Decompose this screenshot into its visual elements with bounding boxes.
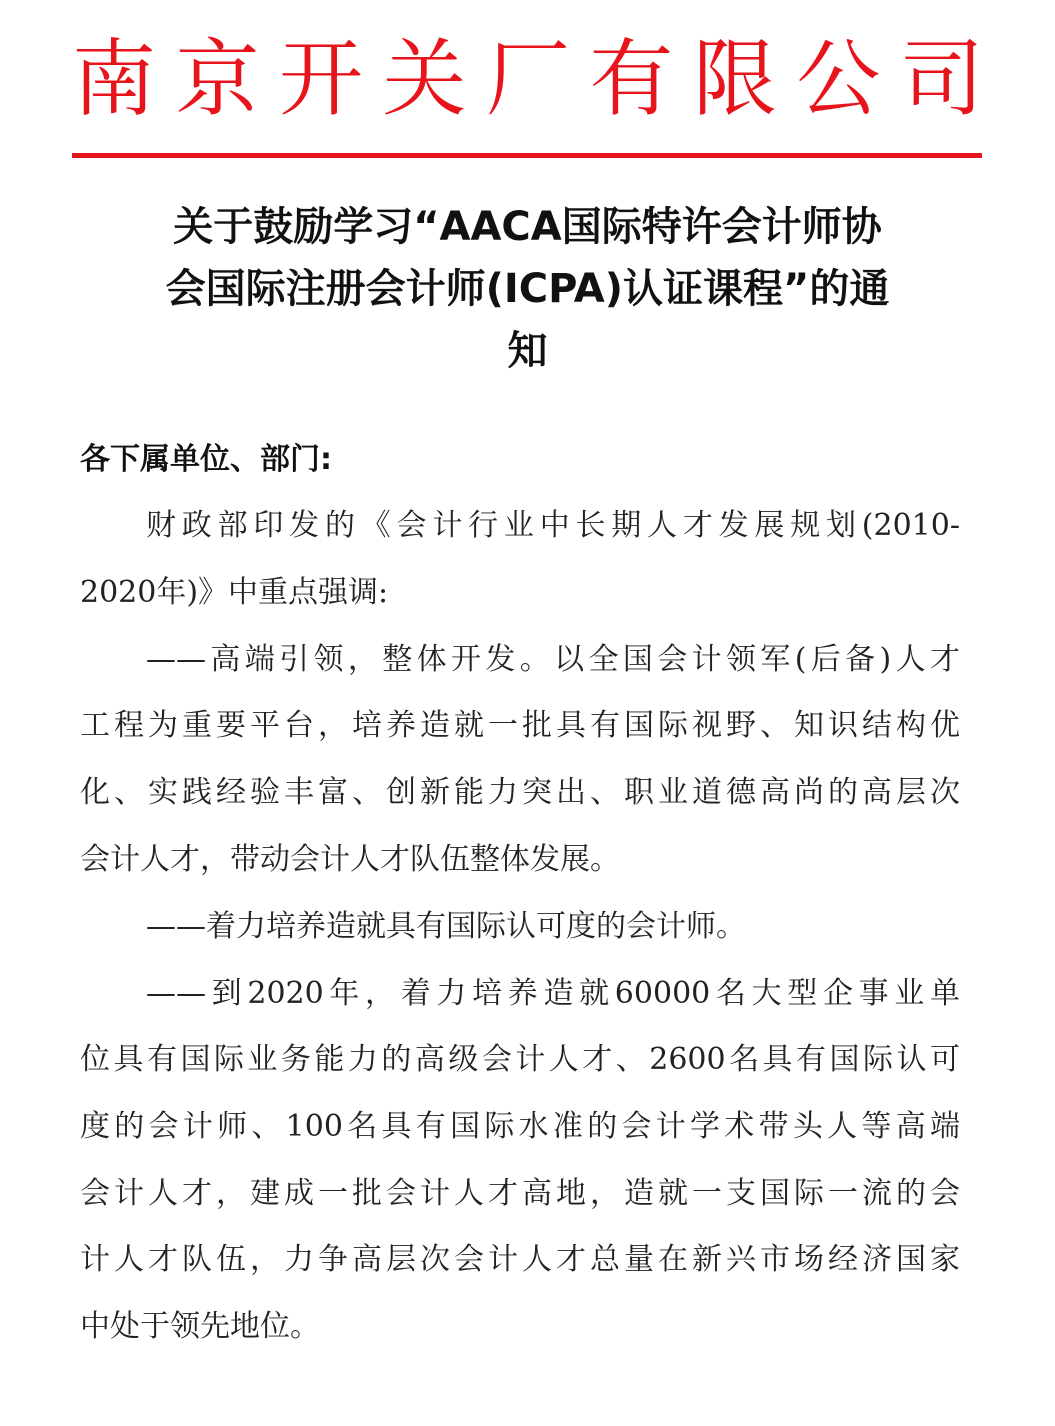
body-line: 化、实践经验丰富、创新能力突出、职业道德高尚的高层次	[80, 775, 960, 810]
body-line: 2020年)》中重点强调:	[80, 575, 389, 610]
letterhead-char: 京	[175, 30, 260, 128]
body-line: 计人才队伍，力争高层次会计人才总量在新兴市场经济国家	[80, 1242, 960, 1277]
body-line: 度的会计师、100名具有国际水准的会计学术带头人等高端	[80, 1109, 960, 1144]
body-line: 会计人才，建成一批会计人才高地，造就一支国际一流的会	[80, 1176, 960, 1211]
body-line: ——高端引领，整体开发。以全国会计领军(后备)人才	[146, 642, 960, 677]
letterhead-char: 限	[692, 30, 777, 128]
letterhead-char: 公	[796, 30, 881, 128]
company-letterhead	[72, 24, 984, 134]
body-line: ——着力培养造就具有国际认可度的会计师。	[146, 909, 746, 944]
body-line: ——到2020年，着力培养造就60000名大型企事业单	[146, 976, 960, 1011]
title-line: 关于鼓励学习“AACA国际特许会计师协	[173, 204, 882, 250]
letterhead-char: 南	[72, 30, 157, 128]
letterhead-char: 开	[278, 30, 363, 128]
salutation: 各下属单位、部门:	[80, 442, 332, 477]
letterhead-char: 司	[899, 30, 984, 128]
body-line: 会计人才，带动会计人才队伍整体发展。	[80, 842, 620, 877]
notice-title	[70, 196, 985, 382]
letterhead-char: 有	[589, 30, 674, 128]
title-line: 会国际注册会计师(ICPA)认证课程”的通	[165, 266, 890, 312]
title-line: 知	[507, 328, 548, 374]
letterhead-char: 厂	[485, 30, 570, 128]
letterhead-char: 关	[382, 30, 467, 128]
body-line: 工程为重要平台，培养造就一批具有国际视野、知识结构优	[80, 708, 960, 743]
body-line: 中处于领先地位。	[80, 1309, 320, 1344]
body-line: 财政部印发的《会计行业中长期人才发展规划(2010-	[146, 508, 960, 543]
letterhead-divider	[72, 153, 982, 158]
body-line: 位具有国际业务能力的高级会计人才、2600名具有国际认可	[80, 1042, 960, 1077]
